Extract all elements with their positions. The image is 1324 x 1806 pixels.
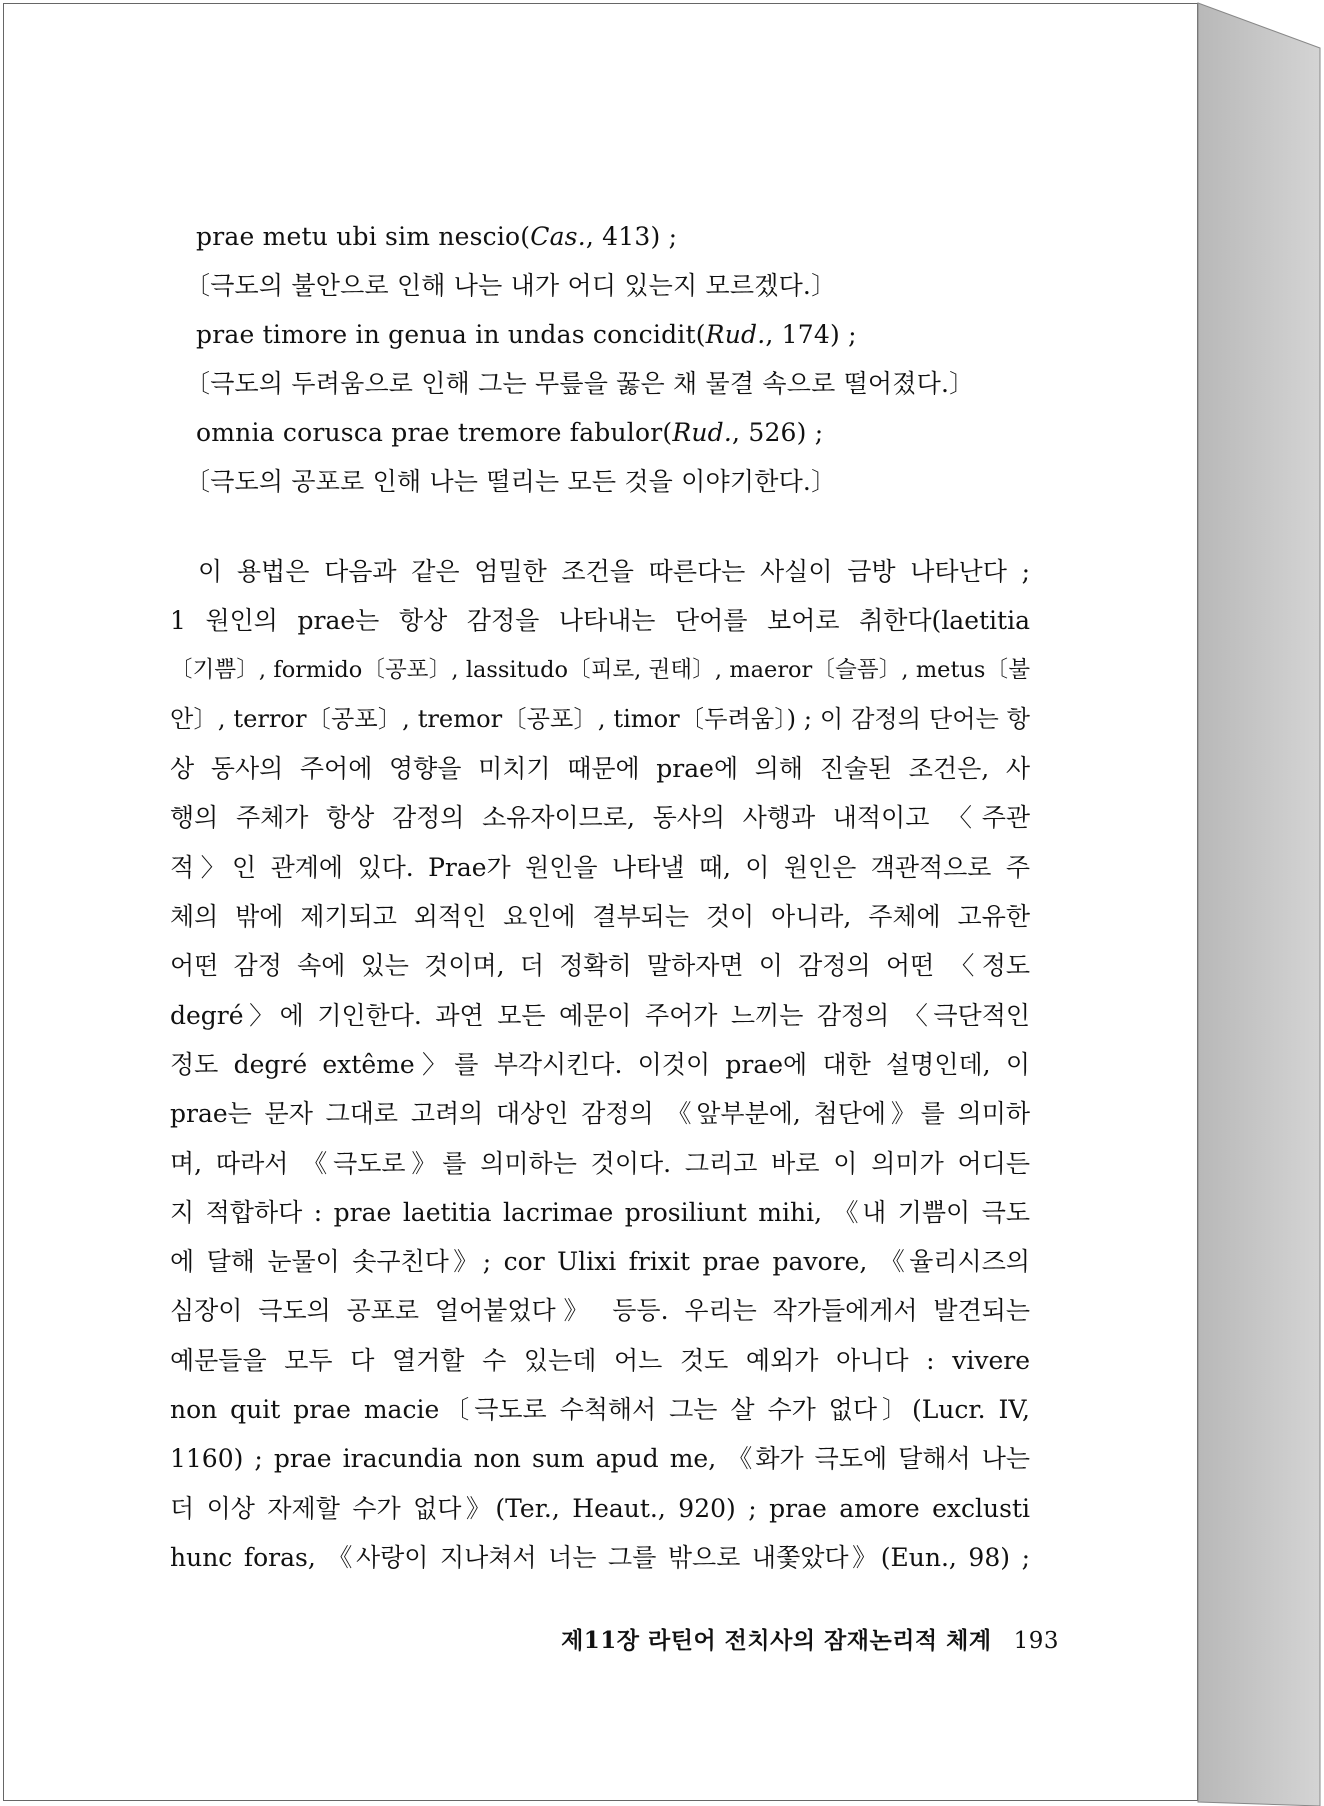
paragraph-line: prae는 문자 그대로 고려의 대상인 감정의 《앞부분에, 첨단에》를 의미하 [170, 1099, 1030, 1129]
example-latin: prae metu ubi sim nescio(Cas., 413) ; [196, 222, 678, 251]
paragraph-line: 적〉인 관계에 있다. Prae가 원인을 나타낼 때, 이 원인은 객관적으로 주 [170, 852, 1030, 882]
example-translation: 〔극도의 불안으로 인해 나는 내가 어디 있는지 모르겠다.〕 [185, 271, 837, 300]
paragraph-line: 체의 밖에 제기되고 외적인 요인에 결부되는 것이 아니라, 주체에 고유한 [170, 902, 1030, 932]
example-latin: prae timore in genua in undas concidit(Rud., 174) ; [196, 320, 857, 349]
example-sentences [185, 212, 1076, 506]
paragraph-line: 이 용법은 다음과 같은 엄밀한 조건을 따른다는 사실이 금방 나타난다 ; [198, 557, 1030, 586]
paragraph-line: 1 원인의 prae는 항상 감정을 나타내는 단어를 보어로 취한다(laetitia [170, 606, 1030, 636]
paragraph-line: 며, 따라서 《극도로》를 의미하는 것이다. 그리고 바로 이 의미가 어디든 [170, 1148, 1030, 1178]
running-title: 제11장 라틴어 전치사의 잠재논리적 체계 [561, 1627, 992, 1654]
paragraph-line: 예문들을 모두 다 열거할 수 있는데 어느 것도 예외가 아니다 : vivere [170, 1345, 1030, 1375]
paragraph-line: 정도 degré extême〉를 부각시킨다. 이것이 prae에 대한 설명인데, 이 [170, 1049, 1030, 1079]
paragraph-line: 상 동사의 주어에 영향을 미치기 때문에 prae에 의해 진술된 조건은, 사 [170, 754, 1030, 784]
example-latin: omnia corusca prae tremore fabulor(Rud., 526) ; [196, 418, 824, 447]
paragraph-line: 행의 주체가 항상 감정의 소유자이므로, 동사의 사행과 내적이고 〈주관 [170, 803, 1030, 833]
paragraph-line: 어떤 감정 속에 있는 것이며, 더 정확히 말하자면 이 감정의 어떤 〈정도 [170, 951, 1030, 981]
paragraph-line: hunc foras, 《사랑이 지나쳐서 너는 그를 밖으로 내쫓았다》(Eun., 98) ; [170, 1542, 1030, 1572]
paragraph-line: non quit prae macie〔극도로 수척해서 그는 살 수가 없다〕(Lucr. IV, [170, 1395, 1030, 1425]
paragraph-line: 더 이상 자제할 수가 없다》(Ter., Heaut., 920) ; prae amore exclusti [170, 1493, 1030, 1523]
paragraph-line: 에 달해 눈물이 솟구친다》; cor Ulixi frixit prae pavore, 《율리시즈의 [170, 1247, 1030, 1277]
paragraph-line: 1160) ; prae iracundia non sum apud me, 《화가 극도에 달해서 나는 [170, 1444, 1030, 1474]
page-footer [459, 1622, 1059, 1655]
example-translation: 〔극도의 공포로 인해 나는 떨리는 모든 것을 이야기한다.〕 [185, 467, 837, 496]
paragraph-line: 지 적합하다 : prae laetitia lacrimae prosiliunt mihi, 《내 기쁨이 극도 [170, 1197, 1030, 1227]
paragraph-line: 심장이 극도의 공포로 얼어붙었다》 등등. 우리는 작가들에게서 발견되는 [170, 1296, 1030, 1326]
page-number: 193 [1013, 1628, 1059, 1654]
body-paragraph [170, 547, 1030, 1582]
paragraph-line: 〔기쁨〕, formido〔공포〕, lassitudo〔피로, 권태〕, maeror〔슬픔〕, metus〔불 [170, 656, 1030, 683]
paragraph-line: degré〉에 기인한다. 과연 모든 예문이 주어가 느끼는 감정의 〈극단적인 [170, 1000, 1030, 1030]
paragraph-line: 안〕, terror〔공포〕, tremor〔공포〕, timor〔두려움〕) ; 이 감정의 단어는 항 [170, 704, 1030, 733]
example-translation: 〔극도의 두려움으로 인해 그는 무릎을 꿇은 채 물결 속으로 떨어졌다.〕 [185, 369, 975, 398]
